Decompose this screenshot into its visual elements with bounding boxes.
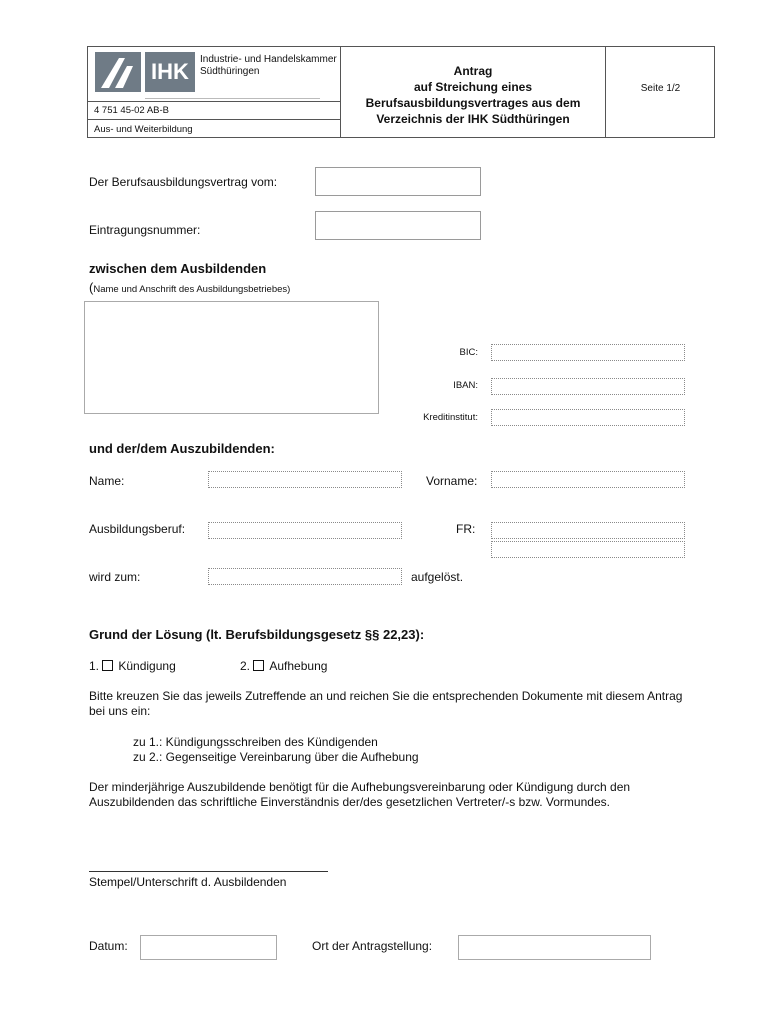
fr-field-1[interactable] xyxy=(491,522,685,539)
document-item-1: zu 1.: Kündigungsschreiben des Kündigenden xyxy=(133,735,378,749)
bic-label: BIC: xyxy=(459,347,478,358)
bank-field[interactable] xyxy=(491,409,685,426)
trainer-subheading-text: Name und Anschrift des Ausbildungsbetriebes) xyxy=(93,284,291,295)
fr-label: FR: xyxy=(456,522,476,536)
form-number: 4 751 45-02 AB-B xyxy=(94,105,169,116)
title-line: Berufsausbildungsvertrages aus dem xyxy=(365,96,581,110)
title-line: Verzeichnis der IHK Südthüringen xyxy=(376,112,570,126)
title-line: auf Streichung eines xyxy=(413,80,533,94)
firstname-label: Vorname: xyxy=(426,474,478,488)
name-label: Name: xyxy=(89,474,125,488)
profession-field[interactable] xyxy=(208,522,402,539)
logo-underline xyxy=(145,98,320,99)
checkbox-kuendigung[interactable] xyxy=(102,660,113,671)
firstname-field[interactable] xyxy=(491,471,685,488)
checkbox-aufhebung[interactable] xyxy=(253,660,264,671)
header-divider xyxy=(87,101,340,102)
title-line: Antrag xyxy=(453,64,493,78)
as-of-field[interactable] xyxy=(208,568,402,585)
instructions-text: Bitte kreuzen Sie das jeweils Zutreffende an und reichen Sie die entsprechenden Dokumente mit diesem Antrag bei uns ein: xyxy=(89,689,683,718)
trainer-subheading xyxy=(89,279,290,297)
header-divider xyxy=(87,119,340,120)
org-name-line2: Südthüringen xyxy=(200,66,260,77)
iban-field[interactable] xyxy=(491,378,685,395)
option-number: 1. xyxy=(89,659,100,673)
org-name-line1: Industrie- und Handelskammer xyxy=(200,54,337,65)
name-field[interactable] xyxy=(208,471,402,488)
profession-label: Ausbildungsberuf: xyxy=(89,522,186,536)
as-of-label: wird zum: xyxy=(89,570,141,584)
trainee-heading: und der/dem Auszubildenden: xyxy=(89,441,275,456)
date-field[interactable] xyxy=(140,935,277,960)
bank-label: Kreditinstitut: xyxy=(423,412,478,423)
option-label: Kündigung xyxy=(118,659,176,673)
document-item-2: zu 2.: Gegenseitige Vereinbarung über die Aufhebung xyxy=(133,750,419,764)
department: Aus- und Weiterbildung xyxy=(94,124,193,135)
entry-number-label: Eintragungsnummer: xyxy=(89,223,201,237)
fr-field-2[interactable] xyxy=(491,541,685,558)
entry-number-field[interactable] xyxy=(315,211,481,240)
ihk-logo-icon xyxy=(95,52,141,92)
date-label: Datum: xyxy=(89,939,128,953)
trainer-address-field[interactable] xyxy=(84,301,379,414)
paren-open: ( xyxy=(89,280,94,295)
reason-heading: Grund der Lösung (lt. Berufsbildungsgesetz §§ 22,23): xyxy=(89,627,425,642)
option-number: 2. xyxy=(240,659,251,673)
page-title xyxy=(341,63,605,127)
trainer-heading: zwischen dem Ausbildenden xyxy=(89,261,267,276)
minor-note: Der minderjährige Auszubildende benötigt für die Aufhebungsvereinbarung oder Kündigung durch den Auszubildenden das schriftliche Einverständnis der/des gesetzlichen Vertreter/-s bzw. Vormundes. xyxy=(89,780,631,809)
dissolved-label: aufgelöst. xyxy=(411,570,464,584)
option-label: Aufhebung xyxy=(269,659,328,673)
place-field[interactable] xyxy=(458,935,651,960)
iban-label: IBAN: xyxy=(453,380,478,391)
page-number: Seite 1/2 xyxy=(640,83,681,94)
contract-date-label: Der Berufsausbildungsvertrag vom: xyxy=(89,175,278,189)
bic-field[interactable] xyxy=(491,344,685,361)
signature-label: Stempel/Unterschrift d. Ausbildenden xyxy=(89,875,287,889)
contract-date-field[interactable] xyxy=(315,167,481,196)
place-label: Ort der Antragstellung: xyxy=(312,939,433,953)
option-aufhebung[interactable] xyxy=(240,659,327,673)
signature-line xyxy=(89,871,328,872)
option-kuendigung[interactable] xyxy=(89,659,176,673)
ihk-logo-text: IHK xyxy=(145,52,195,92)
